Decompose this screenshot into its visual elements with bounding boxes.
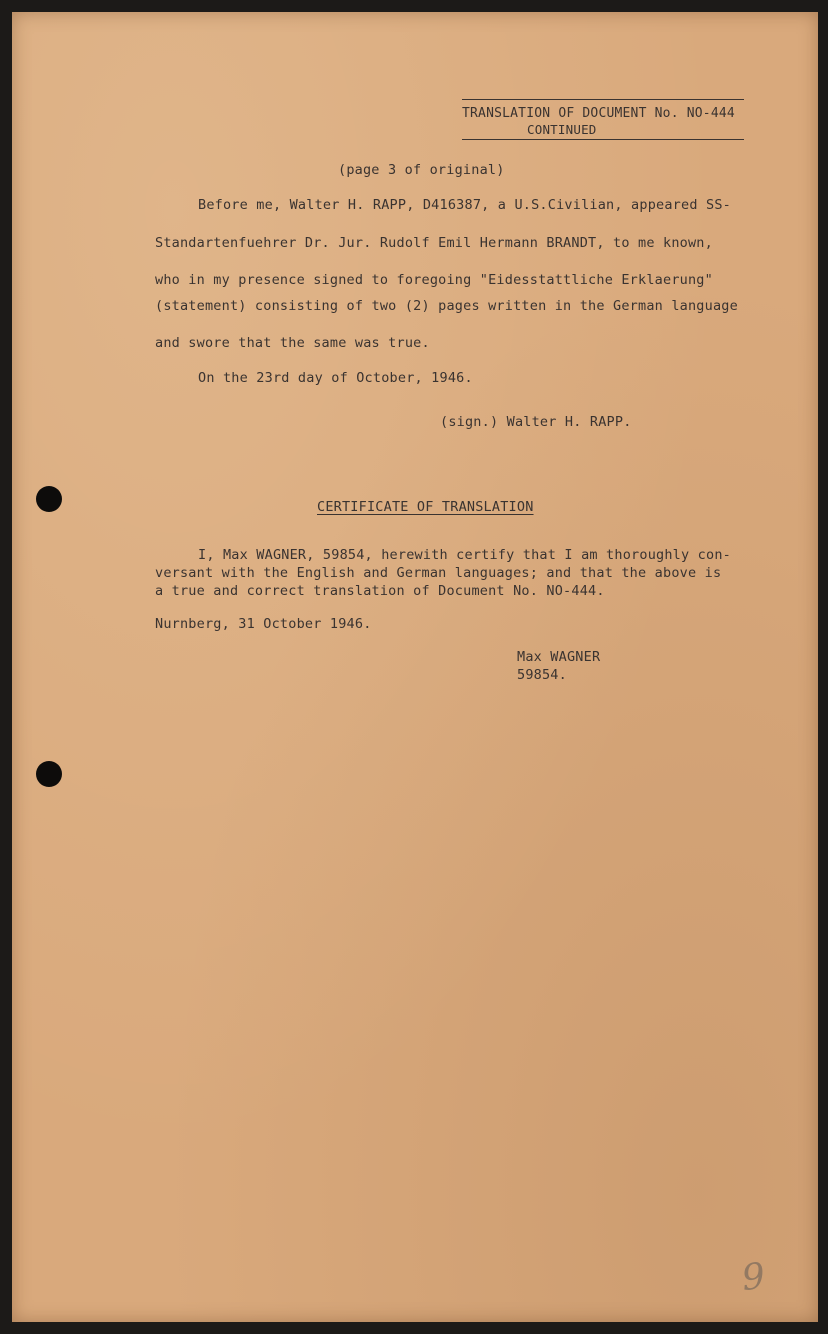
- page-number-mark: 9: [739, 1255, 767, 1300]
- document-title: TRANSLATION OF DOCUMENT No. NO-444: [462, 106, 735, 121]
- document-page: [12, 12, 818, 1322]
- header-rule-top: [462, 99, 744, 100]
- certificate-signer-number: 59854.: [517, 667, 567, 683]
- certificate-heading: CERTIFICATE OF TRANSLATION: [317, 499, 534, 515]
- punch-hole-top: [36, 486, 62, 512]
- certificate-signer-name: Max WAGNER: [517, 649, 601, 665]
- certificate-line: a true and correct translation of Document No. NO-444.: [155, 583, 605, 599]
- affidavit-line: who in my presence signed to foregoing "Eidesstattliche Erklaerung": [155, 272, 713, 288]
- affidavit-line: (statement) consisting of two (2) pages written in the German language: [155, 298, 738, 314]
- certificate-line: versant with the English and German languages; and that the above is: [155, 565, 722, 581]
- affidavit-signature: (sign.) Walter H. RAPP.: [440, 414, 632, 430]
- certificate-place-date: Nurnberg, 31 October 1946.: [155, 616, 372, 632]
- affidavit-line: Before me, Walter H. RAPP, D416387, a U.S.Civilian, appeared SS-: [198, 197, 731, 213]
- punch-hole-bottom: [36, 761, 62, 787]
- page-reference: (page 3 of original): [338, 162, 505, 178]
- document-continued: CONTINUED: [527, 122, 597, 137]
- affidavit-date: On the 23rd day of October, 1946.: [198, 370, 473, 386]
- affidavit-line: Standartenfuehrer Dr. Jur. Rudolf Emil Hermann BRANDT, to me known,: [155, 235, 713, 251]
- certificate-line: I, Max WAGNER, 59854, herewith certify that I am thoroughly con-: [198, 547, 731, 563]
- affidavit-line: and swore that the same was true.: [155, 335, 430, 351]
- header-rule-bottom: [462, 139, 744, 140]
